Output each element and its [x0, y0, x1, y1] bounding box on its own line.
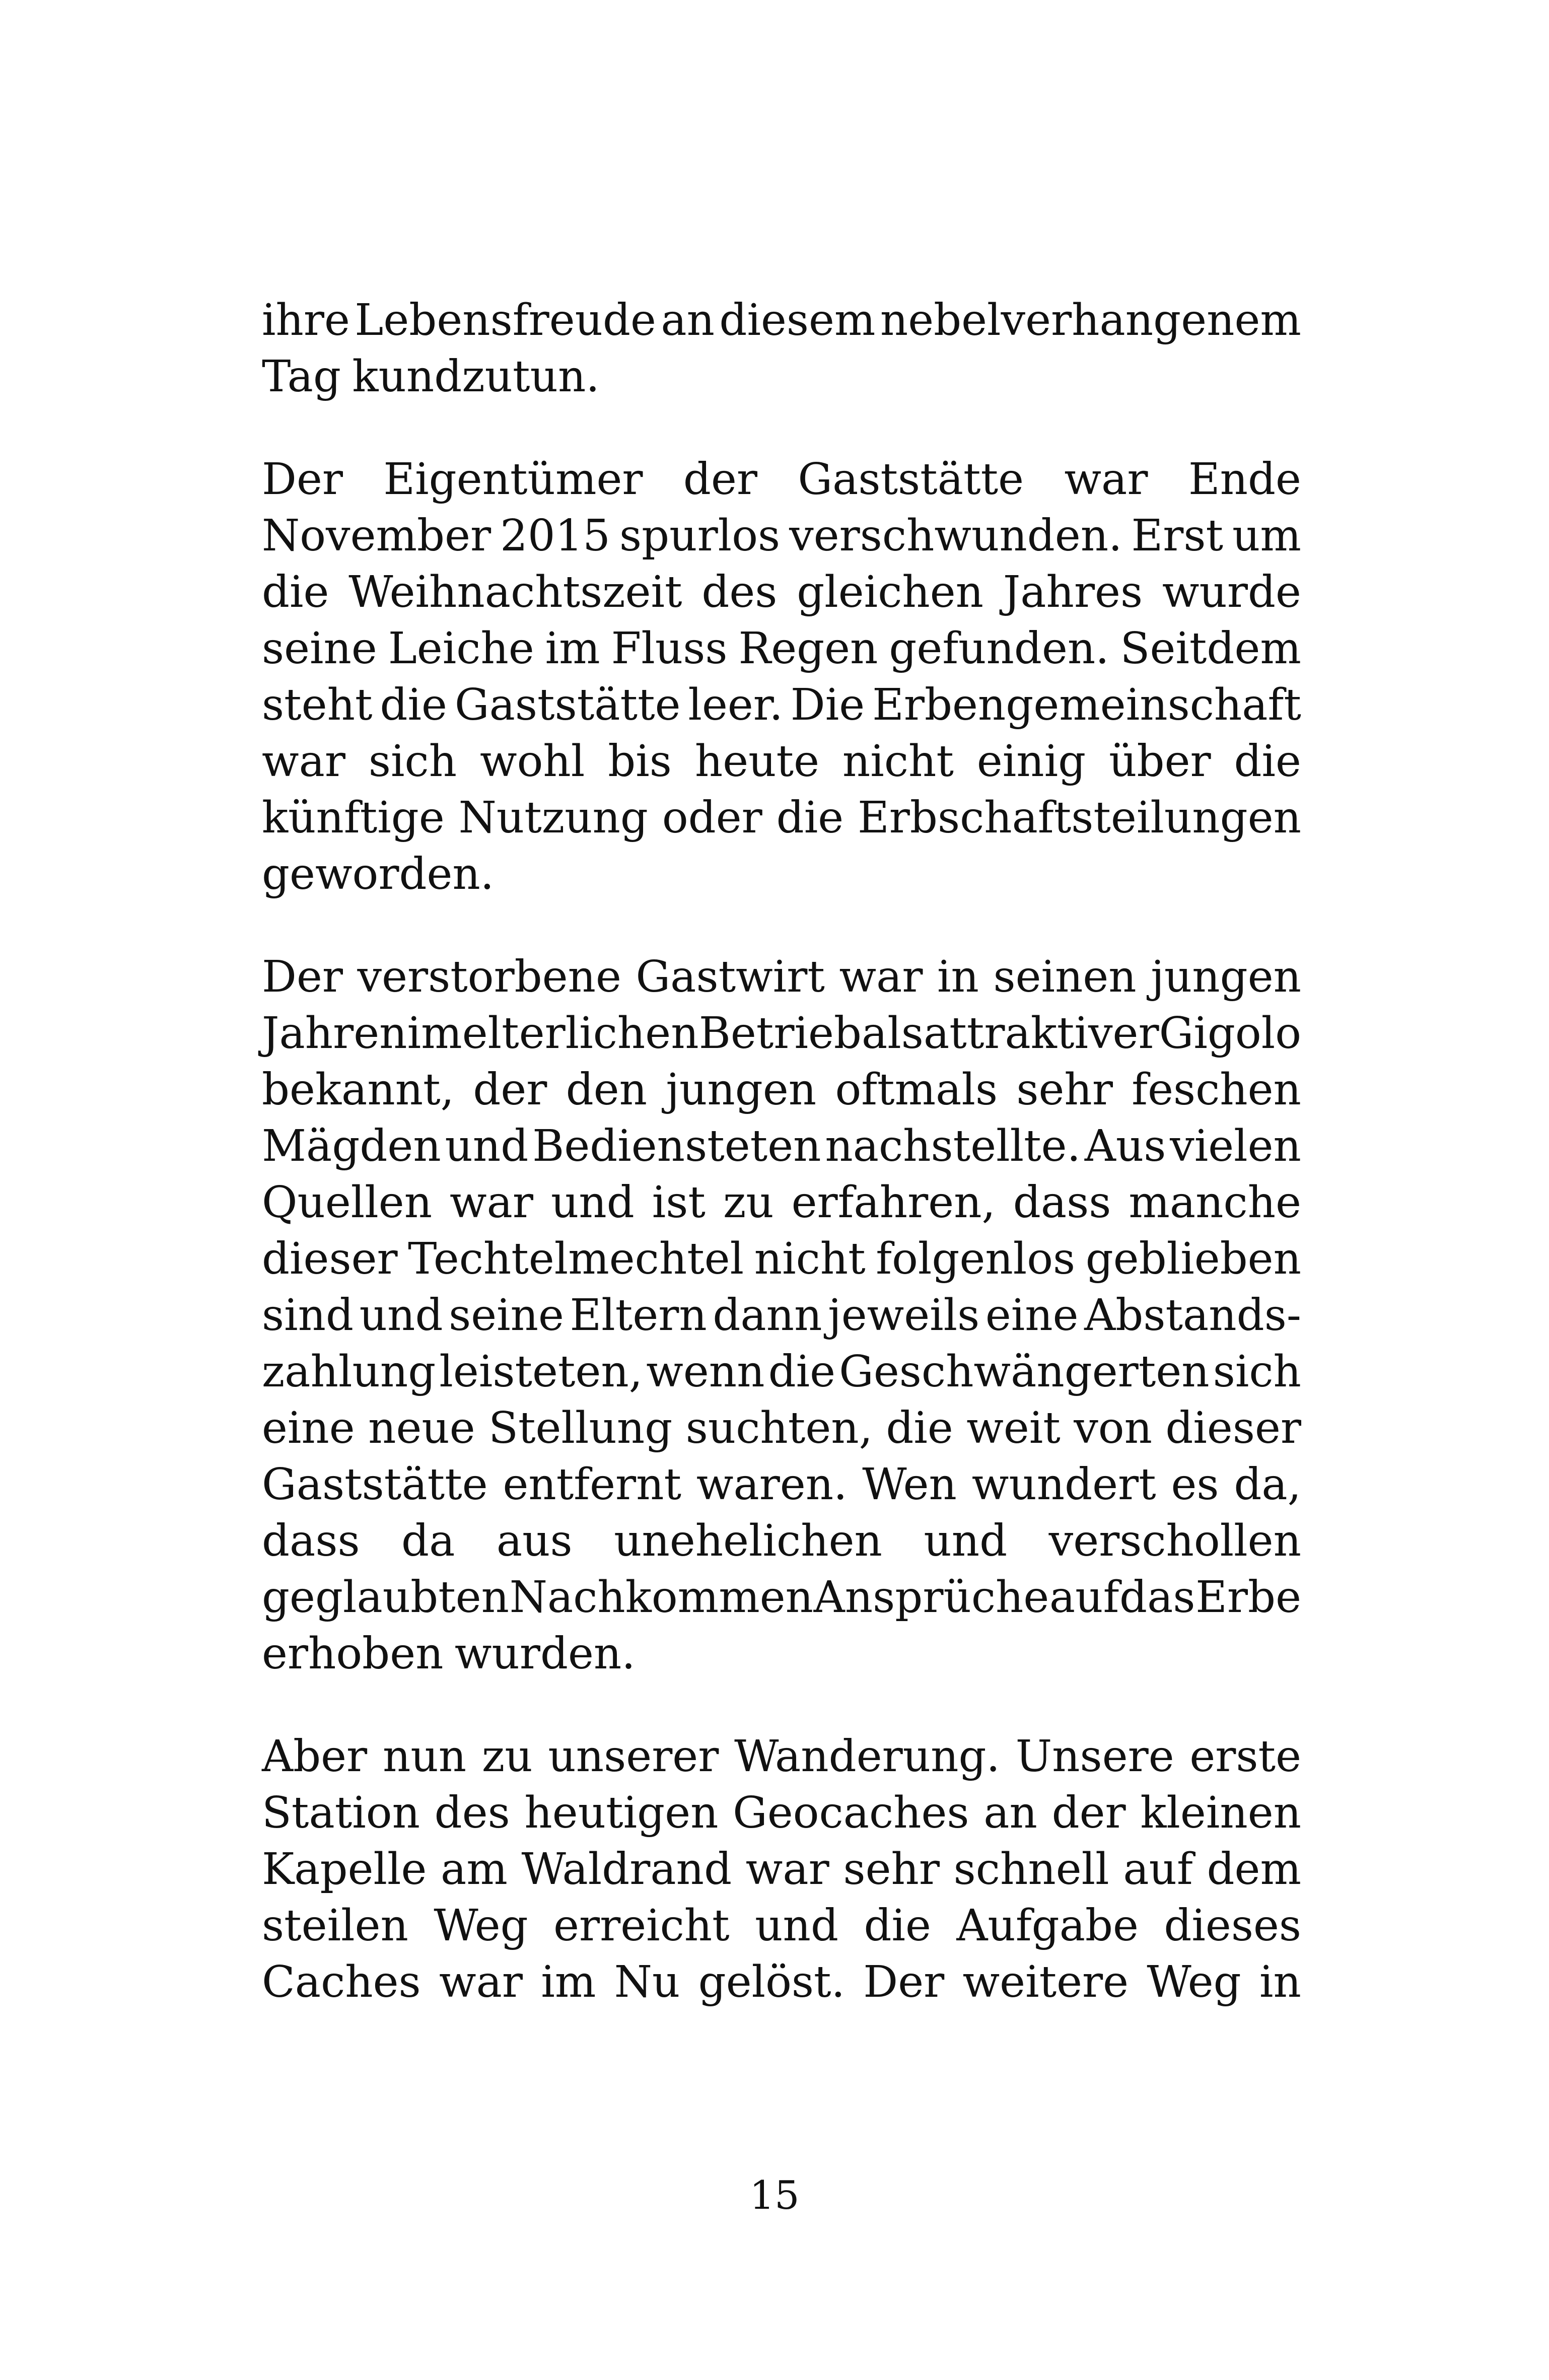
text-line: Aber nun zu unserer Wanderung. Unsere erste — [262, 1731, 1301, 1782]
text-line: ihre Lebensfreude an diesem nebelverhangenem — [262, 295, 1301, 345]
page-number: 15 — [749, 2173, 800, 2218]
text-line: Kapelle am Waldrand war sehr schnell auf dem — [262, 1844, 1301, 1895]
text-line: dass da aus unehelichen und verschollen — [262, 1516, 1301, 1566]
paragraph-gap — [262, 1682, 1301, 1728]
text-line: steht die Gaststätte leer. Die Erbengemeinschaft — [262, 680, 1301, 730]
text-line: bekannt, der den jungen oftmals sehr feschen — [262, 1065, 1301, 1115]
body-text — [262, 292, 1301, 2010]
paragraph — [262, 292, 1301, 405]
text-line: die Weihnachtszeit des gleichen Jahres wurde — [262, 567, 1301, 617]
text-line: zahlung leisteten, wenn die Geschwängerten sich — [262, 1347, 1301, 1397]
text-line: Mägden und Bediensteten nachstellte. Aus vielen — [262, 1121, 1301, 1171]
text-line: geworden. — [262, 849, 495, 899]
text-line: Gaststätte entfernt waren. Wen wundert es da, — [262, 1459, 1301, 1510]
text-line: Tag kundzutun. — [262, 352, 600, 402]
text-line: geglaubten Nachkommen Ansprüche auf das Erbe — [262, 1572, 1301, 1623]
text-line: künftige Nutzung oder die Erbschaftsteilungen — [262, 793, 1301, 843]
paragraph — [262, 1728, 1301, 2010]
text-line: Caches war im Nu gelöst. Der weitere Weg in — [262, 1957, 1301, 2007]
text-line: Quellen war und ist zu erfahren, dass manche — [262, 1177, 1301, 1228]
text-line: Der Eigentümer der Gaststätte war Ende — [262, 454, 1301, 505]
paragraph — [262, 949, 1301, 1682]
text-line: sind und seine Eltern dann jeweils eine Abstands- — [262, 1290, 1301, 1341]
text-line: Station des heutigen Geocaches an der kleinen — [262, 1788, 1301, 1838]
text-line: eine neue Stellung suchten, die weit von dieser — [262, 1403, 1301, 1453]
text-line: Jahren im elterlichen Betrieb als attraktiver Gigolo — [262, 1008, 1301, 1059]
text-line: erhoben wurden. — [262, 1629, 636, 1679]
text-line: November 2015 spurlos verschwunden. Erst um — [262, 511, 1301, 561]
text-line: war sich wohl bis heute nicht einig über die — [262, 736, 1301, 787]
paragraph — [262, 451, 1301, 902]
text-line: dieser Techtelmechtel nicht folgenlos geblieben — [262, 1234, 1301, 1284]
text-line: Der verstorbene Gastwirt war in seinen jungen — [262, 952, 1301, 1002]
text-line: steilen Weg erreicht und die Aufgabe dieses — [262, 1901, 1301, 1951]
paragraph-gap — [262, 405, 1301, 451]
paragraph-gap — [262, 902, 1301, 949]
text-line: seine Leiche im Fluss Regen gefunden. Seitdem — [262, 623, 1301, 674]
